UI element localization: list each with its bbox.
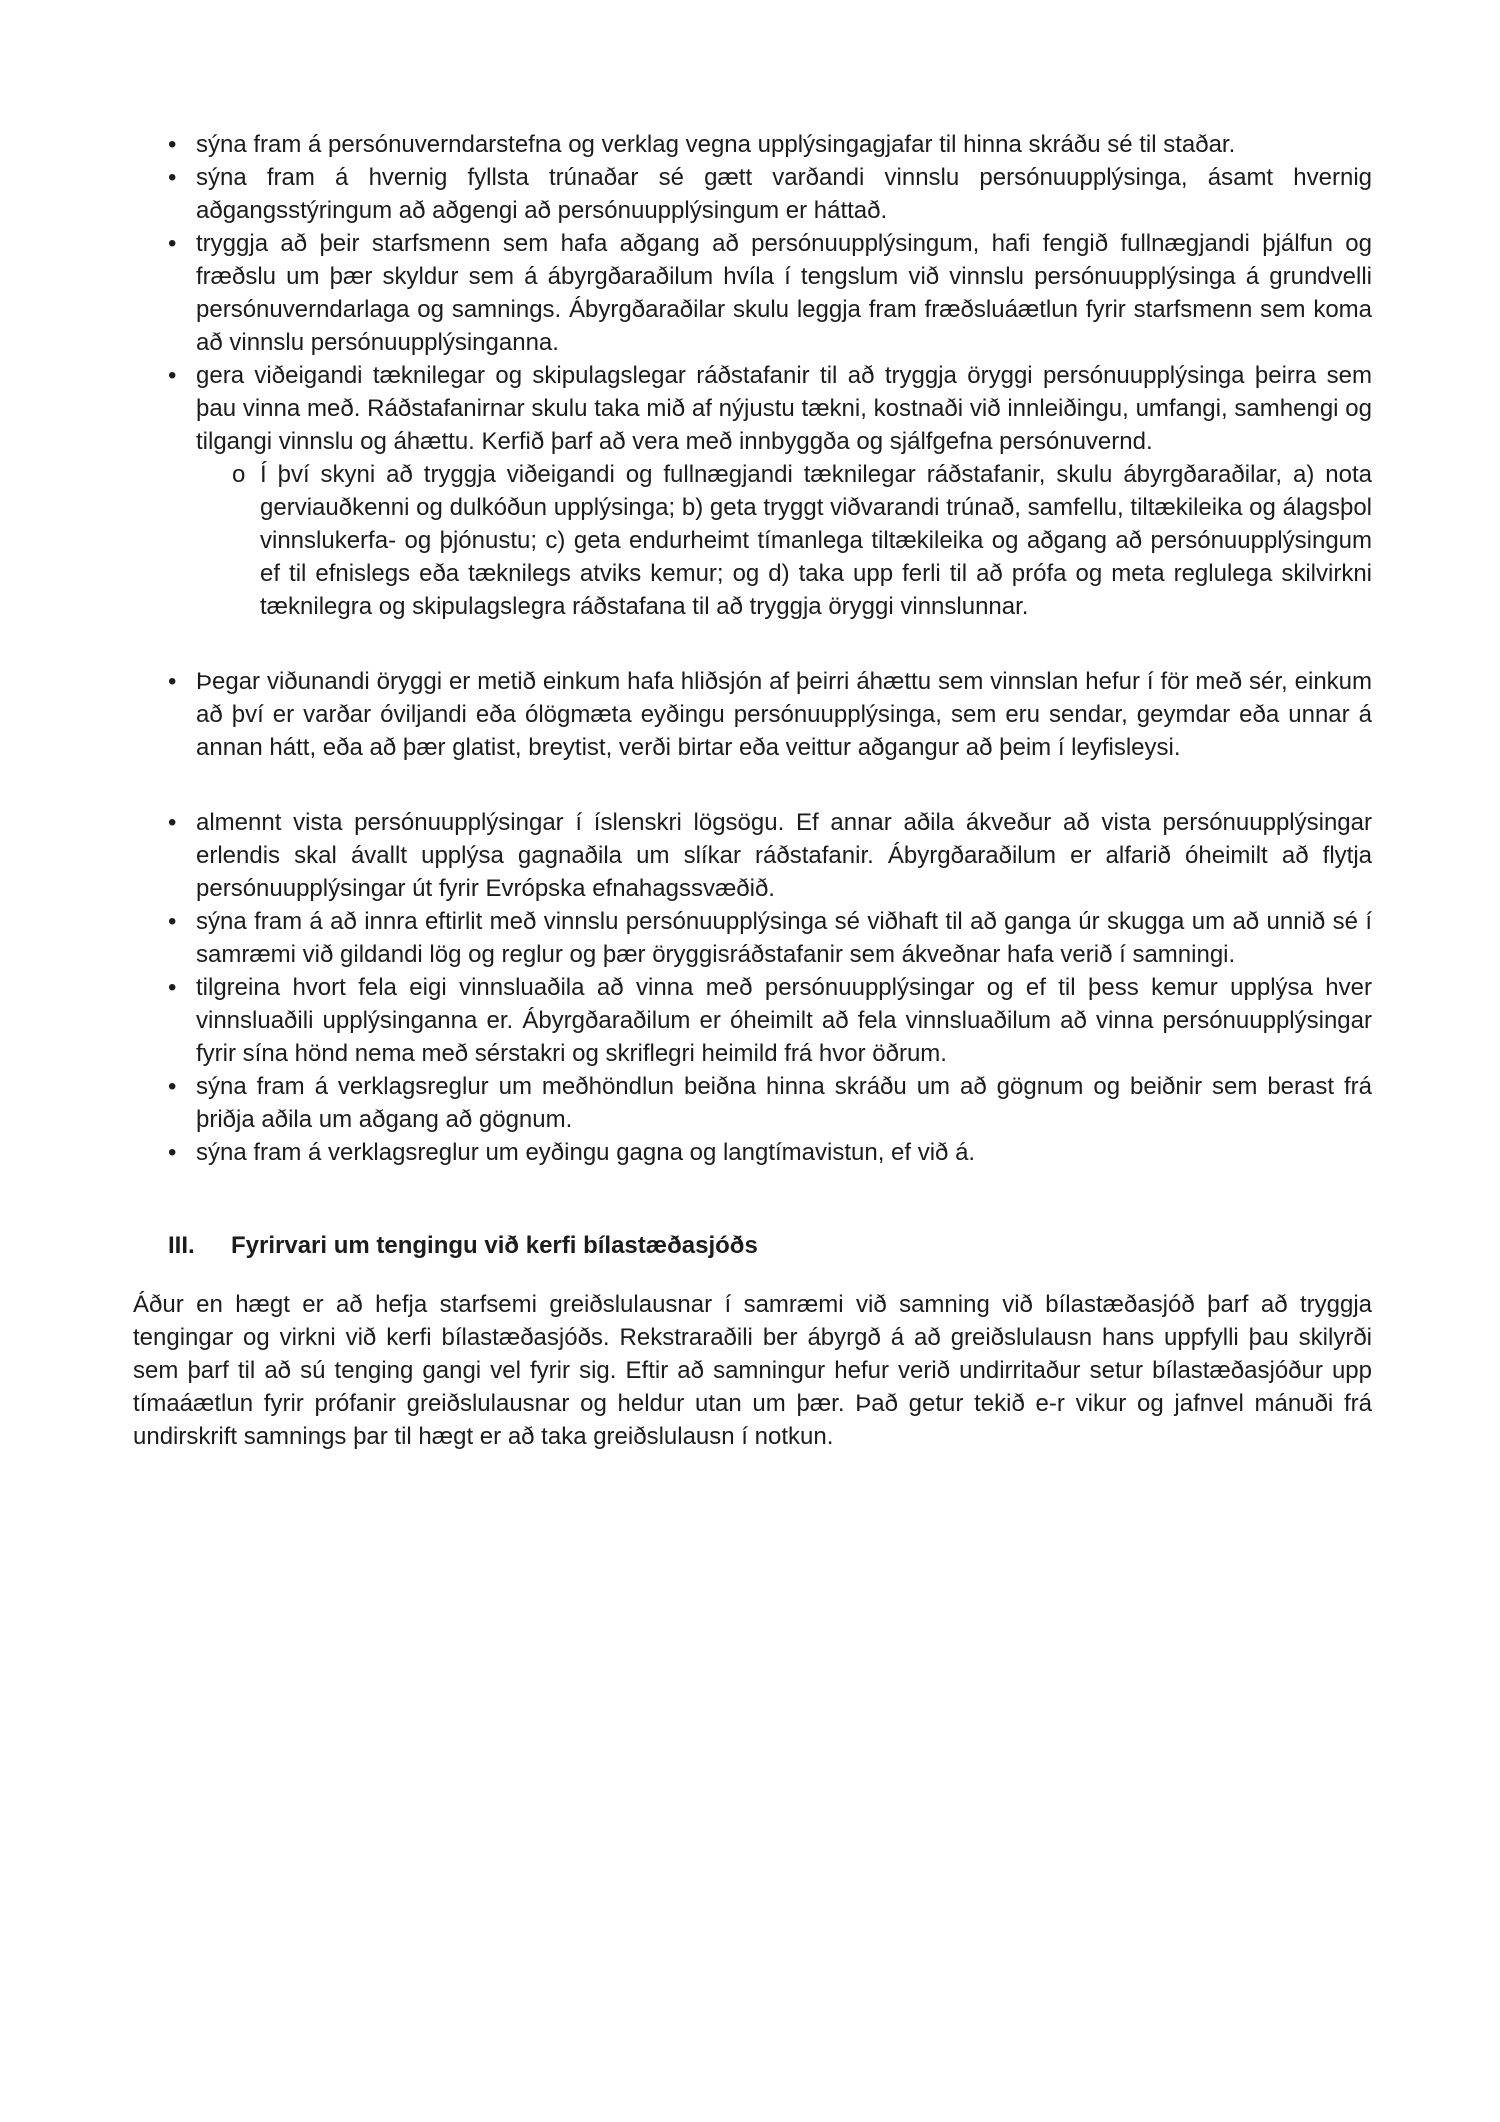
closing-paragraph: Áður en hægt er að hefja starfsemi greiðslulausnar í samræmi við samning við bílastæðasjóð þarf að tryggja tengingar og virkni við kerfi bílastæðasjóðs. Rekstraraðili ber ábyrgð á að greiðslulausn hans uppfylli þau skilyrði sem þarf til að sú tenging gangi vel fyrir sig. Eftir að samningur hefur verið undirritaður setur bílastæðasjóður upp tímaáætlun fyrir prófanir greiðslulausnar og heldur utan um þær. Það getur tekið e-r vikur og jafnvel mánuði frá undirskrift samnings þar til hægt er að taka greiðslulausn í notkun. <box>133 1291 1372 1450</box>
list-item-text: sýna fram á persónuverndarstefna og verklag vegna upplýsingagjafar til hinna skráðu sé til staðar. <box>196 131 1236 158</box>
list-item <box>133 128 1372 161</box>
sub-bullet-icon: o <box>232 461 246 488</box>
list-item <box>133 227 1372 359</box>
bullet-icon: • <box>168 908 177 935</box>
bullet-list <box>133 128 1372 1169</box>
list-item-text: sýna fram á hvernig fyllsta trúnaðar sé gætt varðandi vinnslu persónuupplýsinga, ásamt hvernig aðgangsstýringum að aðgengi að persónuupplýsingum er háttað. <box>196 164 1372 224</box>
list-item <box>133 971 1372 1070</box>
list-item-text: sýna fram á verklagsreglur um meðhöndlun beiðna hinna skráðu um að gögnum og beiðnir sem berast frá þriðja aðila um aðgang að gögnum. <box>196 1073 1372 1133</box>
section-number: III. <box>168 1232 195 1259</box>
list-item <box>133 161 1372 227</box>
list-item <box>133 1136 1372 1169</box>
bullet-icon: • <box>168 164 177 191</box>
list-item <box>133 359 1372 458</box>
list-item-sub <box>133 458 1372 623</box>
list-item <box>133 905 1372 971</box>
bullet-icon: • <box>168 974 177 1001</box>
list-item <box>133 665 1372 764</box>
list-item-text: sýna fram á verklagsreglur um eyðingu gagna og langtímavistun, ef við á. <box>196 1139 976 1166</box>
list-item-text: tryggja að þeir starfsmenn sem hafa aðgang að persónuupplýsingum, hafi fengið fullnægjandi þjálfun og fræðslu um þær skyldur sem á ábyrgðaraðilum hvíla í tengslum við vinnslu persónuupplýsinga á grundvelli persónuverndarlaga og samnings. Ábyrgðaraðilar skulu leggja fram fræðsluáætlun fyrir starfsmenn sem koma að vinnslu persónuupplýsinganna. <box>196 230 1372 356</box>
list-item-text: sýna fram á að innra eftirlit með vinnslu persónuupplýsinga sé viðhaft til að ganga úr skugga um að unnið sé í samræmi við gildandi lög og reglur og þær öryggisráðstafanir sem ákveðnar hafa verið í samningi. <box>196 908 1372 968</box>
list-item <box>133 806 1372 905</box>
section-title: Fyrirvari um tengingu við kerfi bílastæðasjóðs <box>231 1232 758 1259</box>
bullet-icon: • <box>168 809 177 836</box>
bullet-icon: • <box>168 230 177 257</box>
section-heading <box>133 1229 1372 1262</box>
bullet-icon: • <box>168 1073 177 1100</box>
list-item-text: gera viðeigandi tæknilegar og skipulagslegar ráðstafanir til að tryggja öryggi persónuupplýsinga þeirra sem þau vinna með. Ráðstafanirnar skulu taka mið af nýjustu tækni, kostnaði við innleiðingu, umfangi, samhengi og tilgangi vinnslu og áhættu. Kerfið þarf að vera með innbyggða og sjálfgefna persónuvernd. <box>196 362 1372 455</box>
list-item-text: almennt vista persónuupplýsingar í íslenskri lögsögu. Ef annar aðila ákveður að vista persónuupplýsingar erlendis skal ávallt upplýsa gagnaðila um slíkar ráðstafanir. Ábyrgðaraðilum er alfarið óheimilt að flytja persónuupplýsingar út fyrir Evrópska efnahagssvæðið. <box>196 809 1372 902</box>
bullet-icon: • <box>168 668 177 695</box>
list-item-text: Þegar viðunandi öryggi er metið einkum hafa hliðsjón af þeirri áhættu sem vinnslan hefur í för með sér, einkum að því er varðar óviljandi eða ólögmæta eyðingu persónuupplýsinga, sem eru sendar, geymdar eða unnar á annan hátt, eða að þær glatist, breytist, verði birtar eða veittur aðgangur að þeim í leyfisleysi. <box>196 668 1372 761</box>
bullet-icon: • <box>168 131 177 158</box>
list-item-text: tilgreina hvort fela eigi vinnsluaðila að vinna með persónuupplýsingar og ef til þess kemur upplýsa hver vinnsluaðili upplýsinganna er. Ábyrgðaraðilum er óheimilt að fela vinnsluaðilum að vinna persónuupplýsingar fyrir sína hönd nema með sérstakri og skriflegri heimild frá hvor öðrum. <box>196 974 1372 1067</box>
bullet-icon: • <box>168 1139 177 1166</box>
list-item-text: Í því skyni að tryggja viðeigandi og fullnægjandi tæknilegar ráðstafanir, skulu ábyrgðaraðilar, a) nota gerviauðkenni og dulkóðun upplýsinga; b) geta tryggt viðvarandi trúnað, samfellu, tiltækileika og álagsþol vinnslukerfa- og þjónustu; c) geta endurheimt tímanlega tiltækileika og aðgang að persónuupplýsingum ef til efnislegs eða tæknilegs atviks kemur; og d) taka upp ferli til að prófa og meta reglulega skilvirkni tæknilegra og skipulagslegra ráðstafana til að tryggja öryggi vinnslunnar. <box>260 461 1372 620</box>
bullet-icon: • <box>168 362 177 389</box>
list-item <box>133 1070 1372 1136</box>
